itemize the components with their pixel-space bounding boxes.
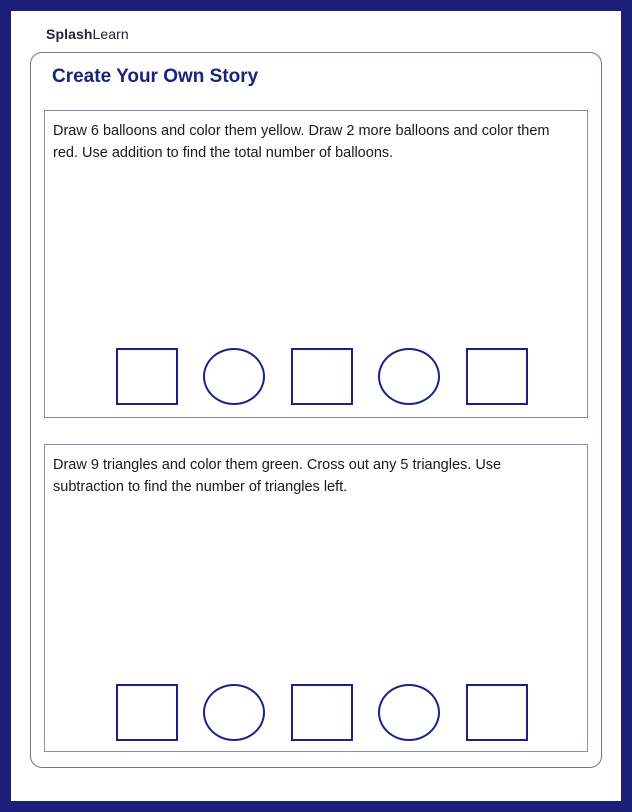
answer-square-box[interactable] — [466, 684, 528, 741]
operator-circle-box[interactable] — [378, 684, 440, 741]
answer-square-box[interactable] — [291, 348, 353, 405]
problem-2-prompt: Draw 9 triangles and color them green. Cross out any 5 triangles. Use subtraction to find the number of triangles left. — [53, 457, 502, 495]
page-title: Create Your Own Story — [52, 66, 259, 87]
answer-square-box[interactable] — [116, 684, 178, 741]
logo-regular-text: Learn — [92, 26, 129, 42]
answer-square-box[interactable] — [291, 684, 353, 741]
operator-circle-box[interactable] — [378, 348, 440, 405]
problem-1-prompt: Draw 6 balloons and color them yellow. Draw 2 more balloons and color them red. Use addition to find the total number of balloons. — [53, 123, 550, 161]
operator-circle-box[interactable] — [203, 684, 265, 741]
answer-square-box[interactable] — [466, 348, 528, 405]
logo-bold-text: Splash — [46, 26, 93, 42]
problem-panel-2 — [44, 444, 588, 752]
answer-square-box[interactable] — [116, 348, 178, 405]
splashlearn-logo — [46, 26, 129, 42]
problem-panel-1 — [44, 110, 588, 418]
operator-circle-box[interactable] — [203, 348, 265, 405]
